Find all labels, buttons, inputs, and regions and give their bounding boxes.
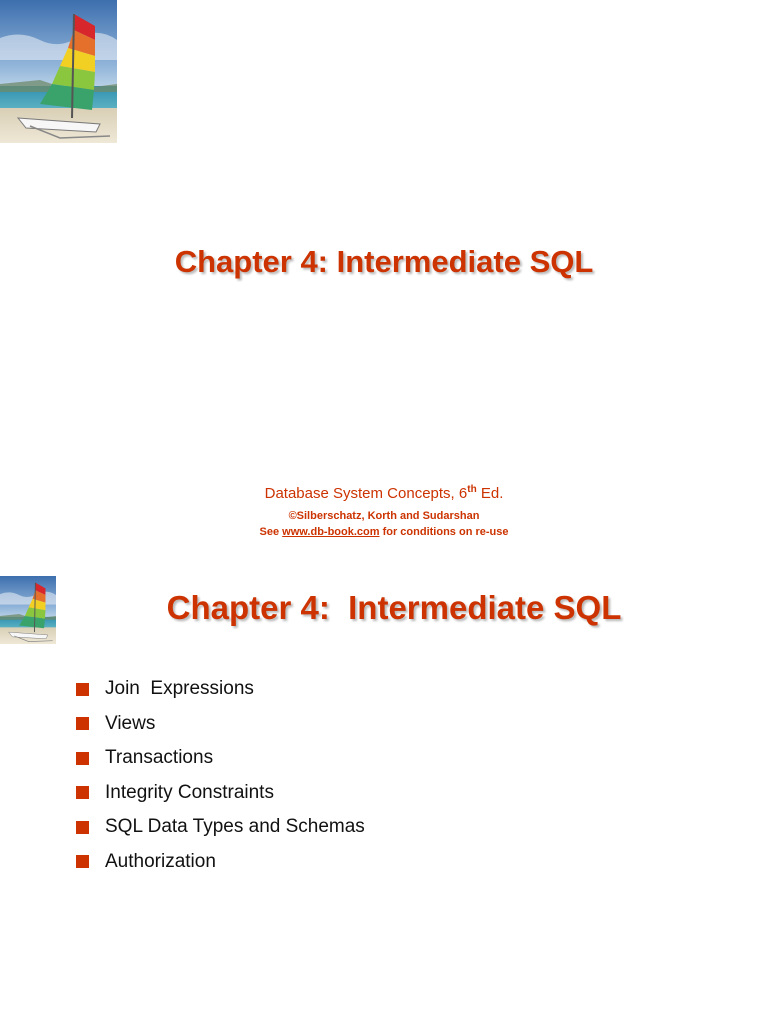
slide-2-title: Chapter 4: Intermediate SQL	[166, 589, 622, 626]
square-bullet-icon	[76, 717, 89, 730]
list-item-label: Views	[105, 712, 156, 734]
copyright-line: ©Silberschatz, Korth and Sudarshan	[288, 510, 480, 522]
list-item-label: Authorization	[105, 850, 216, 872]
list-item	[76, 707, 365, 742]
list-item-label: SQL Data Types and Schemas	[105, 816, 365, 838]
list-item	[76, 672, 365, 707]
see-prefix: See	[259, 526, 283, 538]
square-bullet-icon	[76, 752, 89, 765]
list-item-label: Integrity Constraints	[105, 781, 274, 803]
edition-suffix: Ed.	[476, 485, 504, 502]
slide-1-title: Chapter 4: Intermediate SQL	[174, 244, 594, 279]
list-item	[76, 845, 365, 880]
list-item	[76, 776, 365, 811]
list-item	[76, 741, 365, 776]
list-item	[76, 810, 365, 845]
edition-line	[0, 484, 768, 504]
see-suffix: for conditions on re-use	[379, 526, 509, 538]
edition-superscript: th	[467, 484, 477, 495]
slide-1-credits	[0, 484, 768, 540]
list-item-label: Join Expressions	[105, 678, 254, 700]
db-book-link[interactable]: www.db-book.com	[282, 526, 380, 538]
edition-text: Database System Concepts, 6	[264, 485, 468, 502]
square-bullet-icon	[76, 821, 89, 834]
topic-list	[76, 672, 365, 879]
sailboat-logo-icon	[0, 0, 117, 143]
list-item-label: Transactions	[105, 747, 214, 769]
square-bullet-icon	[76, 683, 89, 696]
square-bullet-icon	[76, 786, 89, 799]
square-bullet-icon	[76, 855, 89, 868]
reuse-line	[0, 525, 768, 540]
